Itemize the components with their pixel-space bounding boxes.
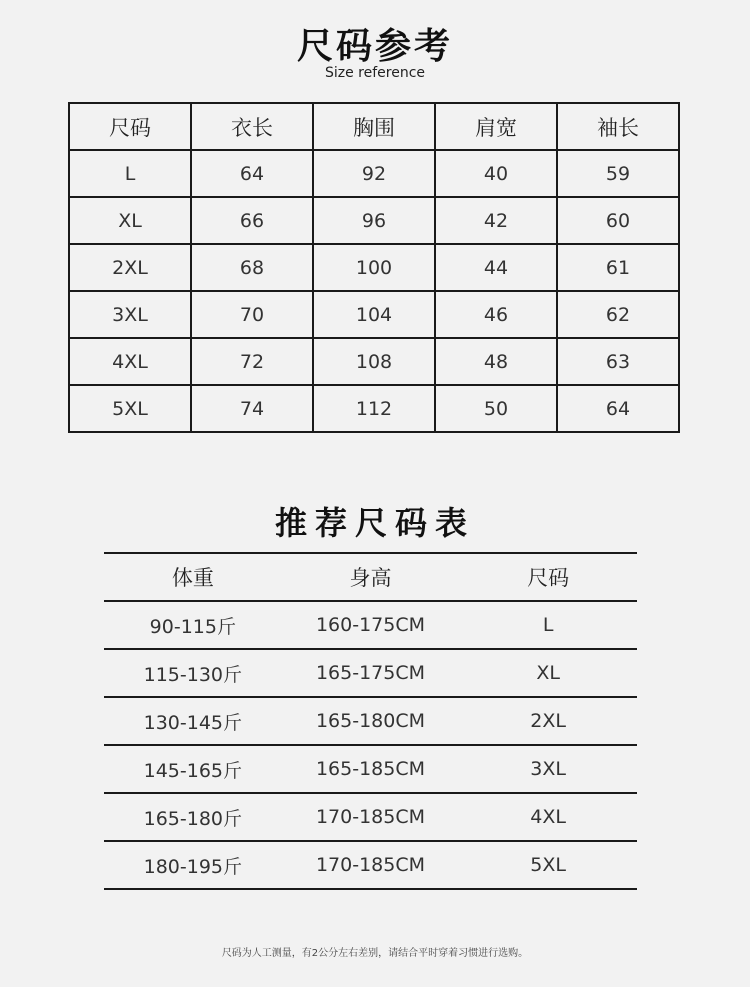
table-row <box>104 649 637 697</box>
table-cell: 90-115斤 <box>104 601 282 649</box>
recommend-table <box>104 552 637 890</box>
table-cell: 3XL <box>69 291 191 338</box>
table-cell: 96 <box>313 197 435 244</box>
table-cell: 61 <box>557 244 679 291</box>
footnote: 尺码为人工测量，有2公分左右差别，请结合平时穿着习惯进行选购。 <box>221 948 529 959</box>
header-cell-length: 衣长 <box>191 103 313 150</box>
table-cell: 2XL <box>459 697 637 745</box>
table-cell: 63 <box>557 338 679 385</box>
table-row <box>104 601 637 649</box>
table-cell: 70 <box>191 291 313 338</box>
table-cell: 60 <box>557 197 679 244</box>
header-cell-sleeve: 袖长 <box>557 103 679 150</box>
table-cell: 74 <box>191 385 313 432</box>
table-cell: 92 <box>313 150 435 197</box>
table-cell: 108 <box>313 338 435 385</box>
table-cell: 50 <box>435 385 557 432</box>
table-cell: XL <box>69 197 191 244</box>
table-cell: 165-180斤 <box>104 793 282 841</box>
header-cell-height: 身高 <box>282 553 460 601</box>
table-row <box>104 697 637 745</box>
table-cell: 64 <box>191 150 313 197</box>
table-row <box>69 338 679 385</box>
table-cell: 42 <box>435 197 557 244</box>
table-row <box>104 841 637 889</box>
table-row <box>104 745 637 793</box>
table-cell: 170-185CM <box>282 793 460 841</box>
size-chart-table <box>68 102 680 433</box>
header-cell-shoulder: 肩宽 <box>435 103 557 150</box>
table-cell: 4XL <box>459 793 637 841</box>
header-cell-size: 尺码 <box>459 553 637 601</box>
table-cell: 66 <box>191 197 313 244</box>
table-cell: 59 <box>557 150 679 197</box>
table-cell: 46 <box>435 291 557 338</box>
table-row <box>69 385 679 432</box>
table-cell: 180-195斤 <box>104 841 282 889</box>
header-cell-size: 尺码 <box>69 103 191 150</box>
table-cell: 145-165斤 <box>104 745 282 793</box>
table-cell: 64 <box>557 385 679 432</box>
table-row <box>69 150 679 197</box>
table-cell: 68 <box>191 244 313 291</box>
table-cell: 100 <box>313 244 435 291</box>
recommend-title: 推荐尺码表 <box>274 504 475 542</box>
table-cell: 165-185CM <box>282 745 460 793</box>
table-cell: 4XL <box>69 338 191 385</box>
table-cell: 165-180CM <box>282 697 460 745</box>
table-cell: 5XL <box>69 385 191 432</box>
table-cell: 104 <box>313 291 435 338</box>
table-cell: XL <box>459 649 637 697</box>
table-cell: 48 <box>435 338 557 385</box>
table-cell: 115-130斤 <box>104 649 282 697</box>
table-cell: 3XL <box>459 745 637 793</box>
table-cell: 44 <box>435 244 557 291</box>
table-cell: 62 <box>557 291 679 338</box>
table-row <box>69 291 679 338</box>
table-cell: 72 <box>191 338 313 385</box>
table-cell: 170-185CM <box>282 841 460 889</box>
table-cell: 40 <box>435 150 557 197</box>
table-row <box>104 793 637 841</box>
table-cell: 130-145斤 <box>104 697 282 745</box>
table-cell: 5XL <box>459 841 637 889</box>
table-header-row <box>69 103 679 150</box>
table-cell: 2XL <box>69 244 191 291</box>
table-cell: 112 <box>313 385 435 432</box>
table-cell: 165-175CM <box>282 649 460 697</box>
header-cell-chest: 胸围 <box>313 103 435 150</box>
table-row <box>69 244 679 291</box>
table-cell: L <box>69 150 191 197</box>
table-row <box>69 197 679 244</box>
table-cell: L <box>459 601 637 649</box>
table-cell: 160-175CM <box>282 601 460 649</box>
header-cell-weight: 体重 <box>104 553 282 601</box>
size-chart-subtitle: Size reference <box>324 65 426 81</box>
table-header-row <box>104 553 637 601</box>
size-chart-title: 尺码参考 <box>296 26 453 67</box>
